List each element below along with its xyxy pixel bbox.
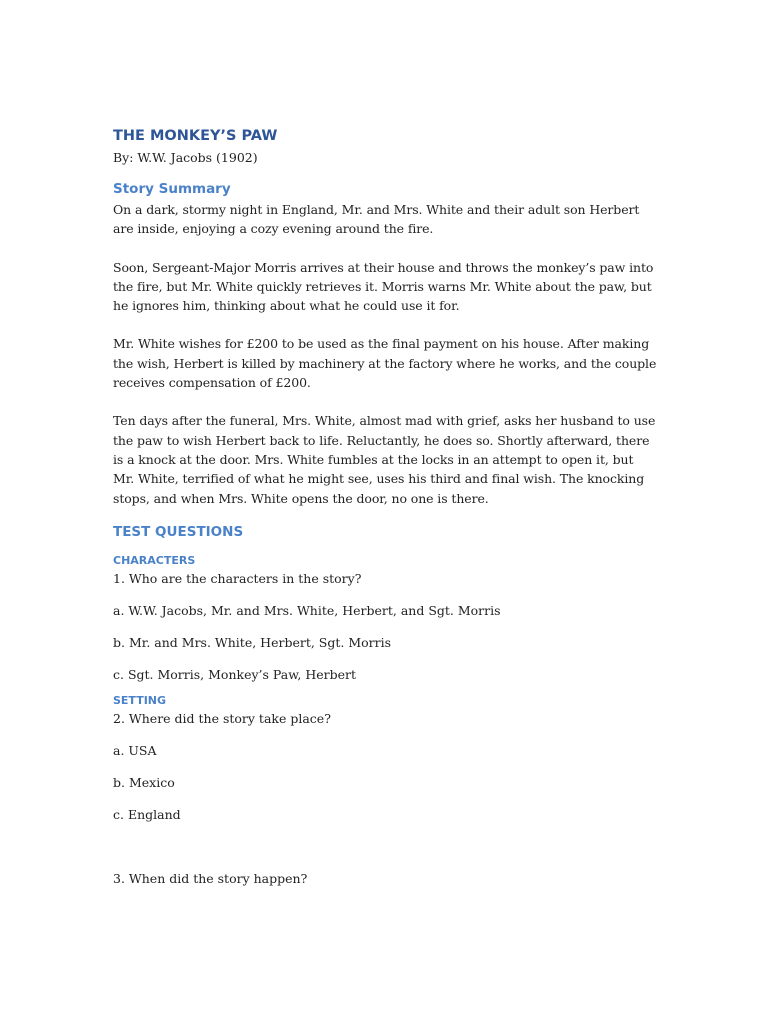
story-summary-body	[113, 200, 658, 508]
summary-paragraph: On a dark, stormy night in England, Mr. and Mrs. White and their adult son Herbert are inside, enjoying a cozy evening around the fire.	[113, 202, 640, 237]
answer-option: b. Mr. and Mrs. White, Herbert, Sgt. Morris	[113, 634, 392, 650]
document-page	[113, 126, 658, 888]
summary-paragraph: Mr. White wishes for £200 to be used as the final payment on his house. After making the wish, Herbert is killed by machinery at the factory where he works, and the couple receives compensation of £200.	[113, 336, 657, 391]
answer-option: a. W.W. Jacobs, Mr. and Mrs. White, Herbert, and Sgt. Morris	[113, 602, 501, 618]
setting-section	[113, 694, 658, 824]
summary-paragraph: Soon, Sergeant-Major Morris arrives at their house and throws the monkey’s paw into the fire, but Mr. White quickly retrieves it. Morris warns Mr. White about the paw, but he ignores him, thinking about what he could use it for.	[113, 259, 654, 314]
category-heading-setting: SETTING	[113, 693, 167, 707]
story-summary-heading: Story Summary	[113, 181, 231, 197]
document-title: THE MONKEY’S PAW	[113, 128, 278, 144]
category-heading-characters: CHARACTERS	[113, 553, 196, 567]
author-byline: By: W.W. Jacobs (1902)	[113, 150, 258, 165]
summary-paragraph: Ten days after the funeral, Mrs. White, almost mad with grief, asks her husband to use the paw to wish Herbert back to life. Reluctantly, he does so. Shortly afterward, there is a knock at the door. Mrs. White fumbles at the locks in an attempt to open it, but Mr. White, terrified of what he might see, uses his third and final wish. The knocking stops, and when Mrs. White opens the door, no one is there.	[113, 413, 656, 506]
question-2: 2. Where did the story take place?	[113, 710, 331, 726]
answer-option: c. England	[113, 806, 181, 822]
question-3: 3. When did the story happen?	[113, 870, 308, 886]
test-questions-heading: TEST QUESTIONS	[113, 523, 244, 540]
answer-option: b. Mexico	[113, 774, 175, 790]
question-1: 1. Who are the characters in the story?	[113, 570, 362, 586]
answer-option: a. USA	[113, 742, 157, 758]
characters-section	[113, 554, 658, 684]
answer-option: c. Sgt. Morris, Monkey’s Paw, Herbert	[113, 666, 357, 682]
